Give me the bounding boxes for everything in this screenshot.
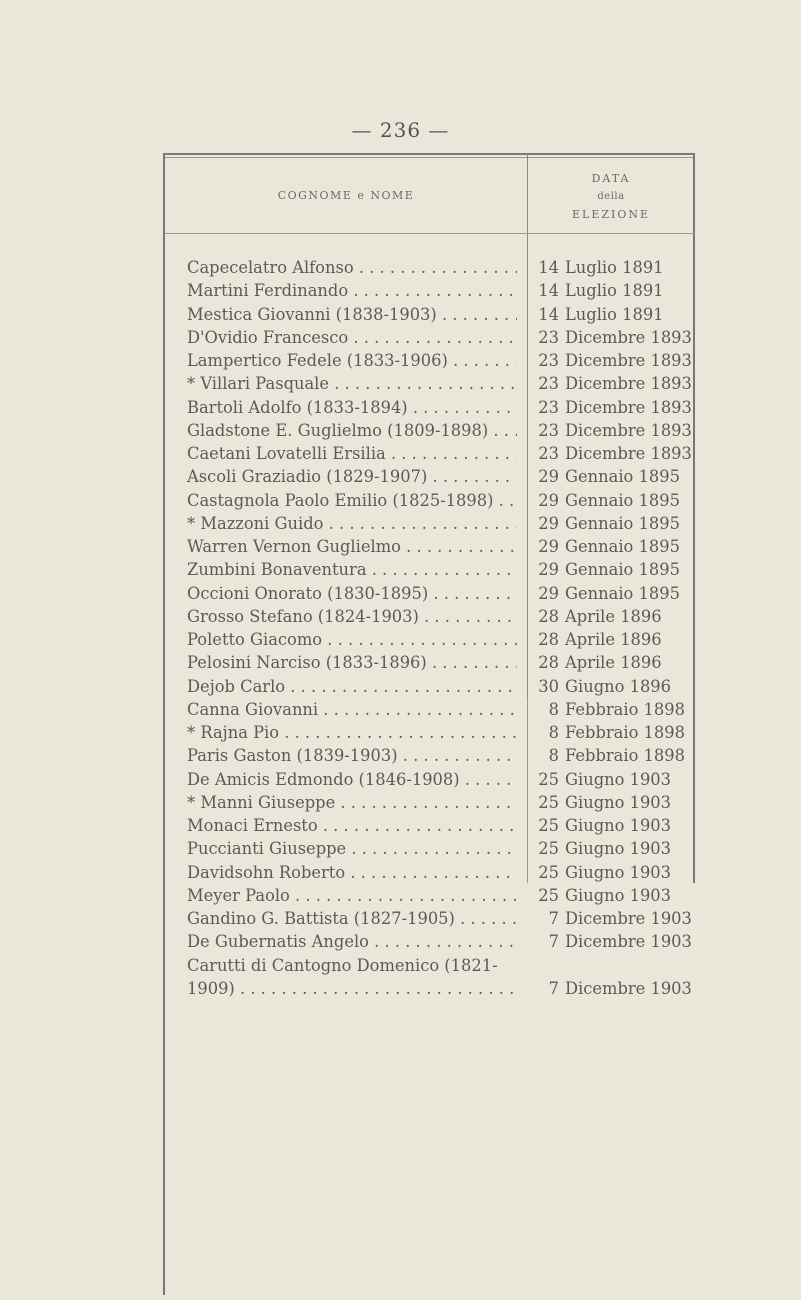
- member-name: Monaci Ernesto . . .: [187, 816, 517, 835]
- election-day: 28: [538, 630, 559, 649]
- header-date-column: [527, 170, 695, 224]
- election-month-year: Dicembre 1903: [565, 932, 692, 952]
- table-row: [165, 305, 695, 328]
- election-month-year: Aprile 1896: [565, 630, 662, 649]
- table-body: [165, 258, 695, 1002]
- table-row: [165, 816, 695, 839]
- table-row: [165, 444, 695, 467]
- member-name: Zumbini Bonaventura . . .: [187, 560, 517, 579]
- table-row: [165, 793, 695, 816]
- election-month-year: Giugno 1896: [565, 676, 672, 696]
- member-name: Gladstone E. Guglielmo (1809-1898) . . .: [187, 421, 517, 440]
- election-month-year: Dicembre 1903: [565, 978, 692, 998]
- table-top-rule-inner: [165, 157, 695, 158]
- election-month-year: Luglio 1891: [565, 304, 664, 324]
- header-date-line3: ELEZIONE: [571, 208, 651, 221]
- member-name: Caetani Lovatelli Ersilia . . .: [187, 444, 517, 463]
- table-row: [165, 398, 695, 421]
- election-day: 25: [538, 885, 559, 905]
- member-name: 1909) . . .: [187, 979, 517, 998]
- table-row: [165, 932, 695, 955]
- election-day: 23: [538, 444, 559, 463]
- table-row: [165, 863, 695, 886]
- table-row: [165, 909, 695, 932]
- election-day: 28: [538, 653, 559, 673]
- member-name: Carutti di Cantogno Domenico (1821-: [187, 955, 498, 975]
- election-month-year: Giugno 1903: [565, 885, 672, 905]
- election-month-year: Luglio 1891: [565, 281, 664, 301]
- election-month-year: Dicembre 1893: [565, 397, 692, 417]
- election-month-year: Dicembre 1893: [565, 444, 692, 463]
- election-day: 29: [538, 537, 559, 556]
- member-name: * Rajna Pio . . .: [187, 723, 517, 742]
- header-name-column: COGNOME e NOME: [277, 189, 415, 202]
- election-day: 25: [538, 816, 559, 835]
- election-day: 14: [538, 258, 559, 277]
- member-name: Paris Gaston (1839-1903) . . .: [187, 746, 517, 765]
- election-month-year: Gennaio 1895: [565, 560, 680, 580]
- election-day: 25: [538, 792, 559, 812]
- election-day: 25: [538, 862, 559, 882]
- election-day: 14: [538, 281, 559, 301]
- election-month-year: Dicembre 1893: [565, 420, 692, 440]
- election-day: 7: [548, 932, 559, 952]
- table-row: [165, 630, 695, 653]
- member-name: D'Ovidio Francesco . . .: [187, 328, 517, 347]
- member-name: Canna Giovanni . . .: [187, 700, 517, 719]
- election-day: 7: [548, 909, 559, 928]
- member-name: Poletto Giacomo . . .: [187, 630, 517, 649]
- election-day: 30: [538, 676, 559, 696]
- election-day: 8: [548, 699, 559, 719]
- table-row: [165, 700, 695, 723]
- election-month-year: Giugno 1903: [565, 862, 672, 882]
- election-day: 29: [538, 583, 559, 603]
- table-row: [165, 491, 695, 514]
- election-month-year: Dicembre 1903: [565, 909, 692, 928]
- table-row: [165, 281, 695, 304]
- table-row: [165, 956, 695, 979]
- member-name: Puccianti Giuseppe . . .: [187, 839, 517, 858]
- table-row: [165, 258, 695, 281]
- election-month-year: Aprile 1896: [565, 653, 662, 673]
- table-row: [165, 537, 695, 560]
- table-row: [165, 584, 695, 607]
- election-day: 23: [538, 327, 559, 347]
- election-month-year: Gennaio 1895: [565, 537, 680, 556]
- member-name: Pelosini Narciso (1833-1896) . . .: [187, 653, 517, 672]
- table-row: [165, 467, 695, 490]
- member-name: De Gubernatis Angelo . . .: [187, 932, 517, 951]
- member-name: Meyer Paolo . . .: [187, 886, 517, 905]
- election-month-year: Gennaio 1895: [565, 467, 680, 487]
- member-name: Gandino G. Battista (1827-1905) . . .: [187, 909, 517, 928]
- election-day: 7: [548, 978, 559, 998]
- election-month-year: Giugno 1903: [565, 769, 672, 789]
- election-day: 25: [538, 769, 559, 789]
- member-name: Bartoli Adolfo (1833-1894) . . .: [187, 398, 517, 417]
- election-month-year: Dicembre 1893: [565, 374, 692, 394]
- election-month-year: Giugno 1903: [565, 839, 672, 859]
- table-row: [165, 723, 695, 746]
- table-row: [165, 677, 695, 700]
- member-name: Mestica Giovanni (1838-1903) . . .: [187, 305, 517, 324]
- header-rule: [165, 233, 695, 234]
- election-month-year: Gennaio 1895: [565, 513, 680, 533]
- member-name: * Villari Pasquale . . .: [187, 374, 517, 393]
- election-month-year: Aprile 1896: [565, 606, 662, 626]
- table-row: [165, 514, 695, 537]
- table-row: [165, 839, 695, 862]
- member-name: De Amicis Edmondo (1846-1908) . . .: [187, 770, 517, 789]
- member-name: Ascoli Graziadio (1829-1907) . . .: [187, 467, 517, 486]
- member-name: Davidsohn Roberto . . .: [187, 863, 517, 882]
- table-row: [165, 653, 695, 676]
- table-row: [165, 979, 695, 1002]
- page-number: — 236 —: [351, 118, 450, 142]
- election-day: 14: [538, 304, 559, 324]
- election-day: 23: [538, 374, 559, 394]
- header-date-line2: della: [597, 191, 625, 202]
- member-name: * Manni Giuseppe . . .: [187, 793, 517, 812]
- table-row: [165, 351, 695, 374]
- election-month-year: Gennaio 1895: [565, 490, 680, 510]
- table-row: [165, 886, 695, 909]
- election-day: 29: [538, 513, 559, 533]
- table-top-rule: [165, 153, 695, 155]
- election-day: 28: [538, 606, 559, 626]
- members-table: [163, 153, 695, 1295]
- election-day: 8: [548, 746, 559, 766]
- election-day: 8: [548, 723, 559, 742]
- member-name: * Mazzoni Guido . . .: [187, 514, 517, 533]
- election-month-year: Giugno 1903: [565, 792, 672, 812]
- table-row: [165, 374, 695, 397]
- election-month-year: Dicembre 1893: [565, 351, 692, 370]
- election-day: 23: [538, 397, 559, 417]
- election-month-year: Dicembre 1893: [565, 327, 692, 347]
- election-month-year: Gennaio 1895: [565, 583, 680, 603]
- table-row: [165, 770, 695, 793]
- table-row: [165, 560, 695, 583]
- election-month-year: Luglio 1891: [565, 258, 664, 277]
- member-name: Occioni Onorato (1830-1895) . . .: [187, 584, 517, 603]
- member-name: Castagnola Paolo Emilio (1825-1898) . . .: [187, 491, 517, 510]
- table-row: [165, 607, 695, 630]
- election-month-year: Febbraio 1898: [565, 746, 685, 766]
- election-month-year: Febbraio 1898: [565, 723, 685, 742]
- election-day: 29: [538, 467, 559, 487]
- header-date-line1: DATA: [591, 172, 631, 185]
- member-name: Lampertico Fedele (1833-1906) . . .: [187, 351, 517, 370]
- election-day: 29: [538, 490, 559, 510]
- member-name: Martini Ferdinando . . .: [187, 281, 517, 300]
- member-name: Grosso Stefano (1824-1903) . . .: [187, 607, 517, 626]
- election-day: 23: [538, 351, 559, 370]
- table-row: [165, 421, 695, 444]
- election-month-year: Giugno 1903: [565, 816, 672, 835]
- election-month-year: Febbraio 1898: [565, 699, 685, 719]
- table-row: [165, 746, 695, 769]
- election-day: 25: [538, 839, 559, 859]
- election-day: 23: [538, 420, 559, 440]
- table-row: [165, 328, 695, 351]
- member-name: Capecelatro Alfonso . . .: [187, 258, 517, 277]
- election-day: 29: [538, 560, 559, 580]
- member-name: Dejob Carlo . . .: [187, 677, 517, 696]
- member-name: Warren Vernon Guglielmo . . .: [187, 537, 517, 556]
